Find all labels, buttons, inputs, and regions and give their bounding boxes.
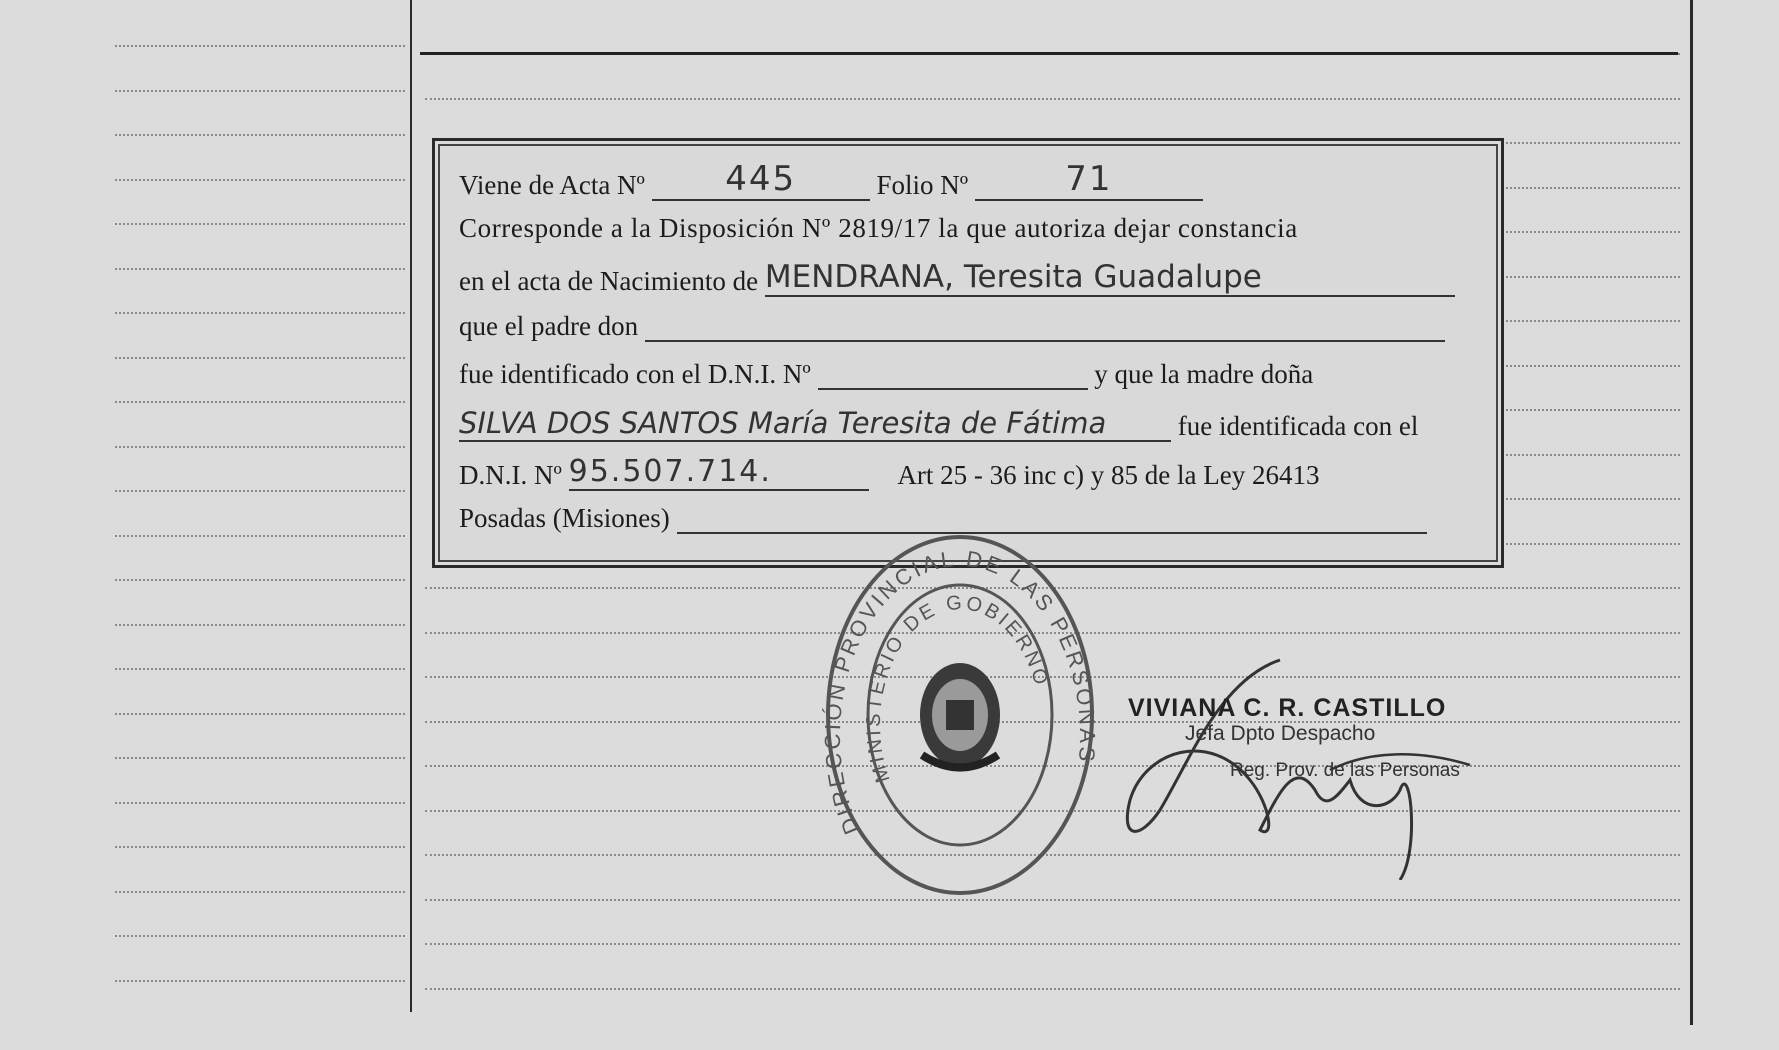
top-rule bbox=[420, 52, 1678, 55]
ruled-line bbox=[115, 757, 405, 759]
birth-record-label: en el acta de Nacimiento de bbox=[459, 266, 759, 296]
acta-row bbox=[459, 159, 1483, 201]
signatory-office: Reg. Prov. de las Personas bbox=[1230, 760, 1460, 781]
birth-record-row bbox=[459, 259, 1483, 297]
ruled-line bbox=[1506, 365, 1680, 367]
signatory-name: VIVIANA C. R. CASTILLO bbox=[1128, 694, 1447, 722]
ruled-line bbox=[115, 268, 405, 270]
annotation-stamp bbox=[432, 138, 1504, 568]
ruled-line bbox=[115, 713, 405, 715]
ruled-line bbox=[115, 624, 405, 626]
place-label: Posadas (Misiones) bbox=[459, 503, 670, 533]
father-id-label: fue identificado con el D.N.I. Nº bbox=[459, 359, 811, 389]
father-id-row bbox=[459, 359, 1483, 390]
ruled-line bbox=[1506, 409, 1680, 411]
right-border bbox=[1690, 0, 1693, 1025]
ruled-line bbox=[1506, 454, 1680, 456]
mother-label: y que la madre doña bbox=[1094, 359, 1314, 389]
ruled-line bbox=[1506, 142, 1680, 144]
dni-number: 95.507.714. bbox=[569, 454, 869, 491]
acta-label: Viene de Acta Nº bbox=[459, 170, 645, 200]
mother-name: SILVA DOS SANTOS María Teresita de Fátima bbox=[459, 406, 1171, 442]
father-row bbox=[459, 311, 1483, 342]
ruled-line bbox=[1506, 187, 1680, 189]
signatory-role: Jefa Dpto Despacho bbox=[1185, 722, 1376, 745]
mother-row bbox=[459, 406, 1483, 442]
ruled-line bbox=[115, 891, 405, 893]
father-dni-blank bbox=[818, 374, 1088, 390]
ruled-line bbox=[115, 935, 405, 937]
ruled-line bbox=[115, 980, 405, 982]
folio-number: 71 bbox=[975, 159, 1203, 201]
ruled-line bbox=[115, 45, 405, 47]
ruled-line bbox=[115, 446, 405, 448]
child-name: MENDRANA, Teresita Guadalupe bbox=[765, 259, 1455, 297]
ruled-line bbox=[1506, 543, 1680, 545]
ruled-line bbox=[115, 312, 405, 314]
ruled-line bbox=[115, 357, 405, 359]
dni-row bbox=[459, 454, 1483, 491]
ruled-line bbox=[115, 134, 405, 136]
ruled-line bbox=[115, 668, 405, 670]
seal-outer-text: DIRECCIÓN PROVINCIAL DE LAS PERSONAS bbox=[820, 545, 1100, 838]
ruled-line bbox=[115, 90, 405, 92]
acta-number: 445 bbox=[652, 159, 870, 201]
father-blank bbox=[645, 320, 1445, 342]
ruled-line bbox=[115, 579, 405, 581]
mother-id-label: fue identificada con el bbox=[1177, 411, 1419, 441]
ruled-line bbox=[1506, 498, 1680, 500]
ruled-line bbox=[115, 535, 405, 537]
ruled-line bbox=[115, 223, 405, 225]
ruled-line bbox=[1506, 276, 1680, 278]
column-divider bbox=[410, 0, 412, 1012]
ruled-line bbox=[115, 802, 405, 804]
ruled-line bbox=[115, 490, 405, 492]
coat-of-arms-icon bbox=[920, 663, 1000, 768]
ruled-line bbox=[115, 401, 405, 403]
folio-label: Folio Nº bbox=[876, 170, 969, 200]
disposition-line: Corresponde a la Disposición Nº 2819/17 la que autoriza dejar constancia bbox=[459, 213, 1298, 243]
ruled-line bbox=[115, 179, 405, 181]
seal-inner-text: MINISTERIO DE GOBIERNO bbox=[862, 591, 1053, 786]
father-label: que el padre don bbox=[459, 311, 639, 341]
ruled-line bbox=[1506, 231, 1680, 233]
law-reference: Art 25 - 36 inc c) y 85 de la Ley 26413 bbox=[897, 460, 1320, 490]
ruled-line bbox=[425, 943, 1680, 945]
dni-label: D.N.I. Nº bbox=[459, 460, 562, 490]
ruled-line bbox=[425, 988, 1680, 990]
official-seal-icon bbox=[820, 530, 1100, 900]
ruled-line bbox=[1506, 320, 1680, 322]
ruled-line bbox=[115, 846, 405, 848]
ruled-line bbox=[425, 98, 1680, 100]
